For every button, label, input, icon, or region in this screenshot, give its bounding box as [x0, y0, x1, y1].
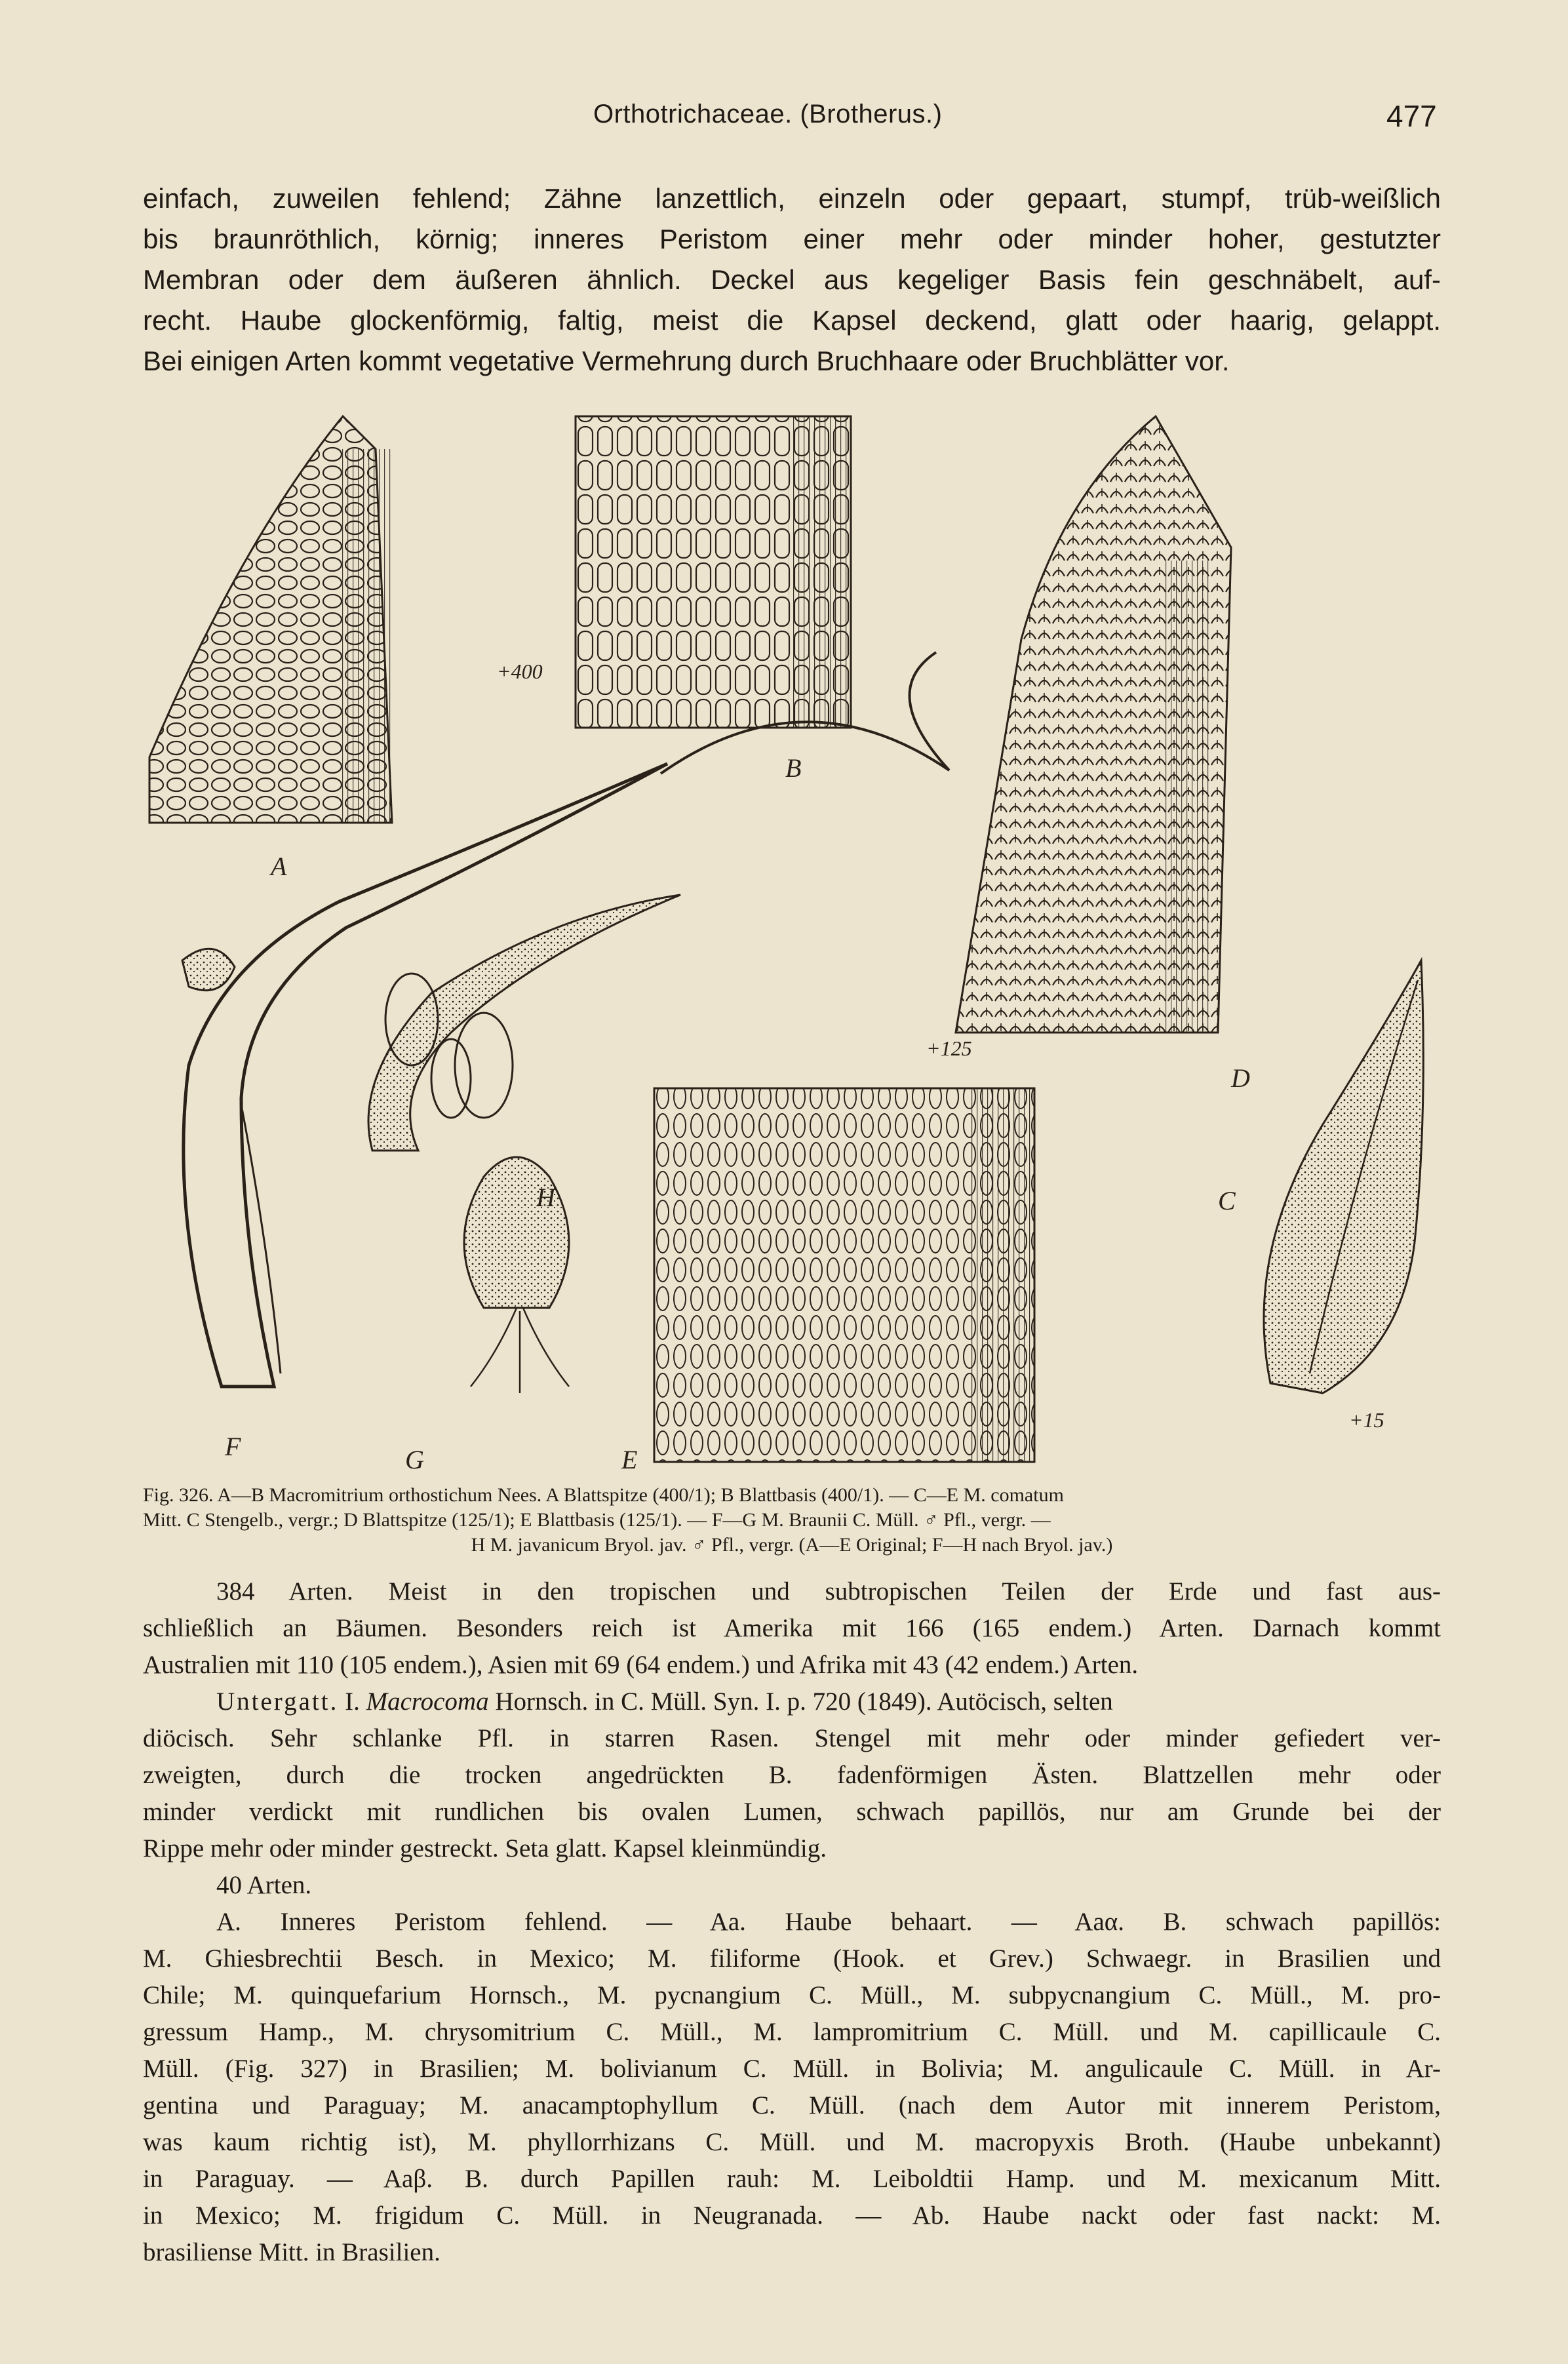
- caption-line: Fig. 326. A—B Macromitrium orthostichum Nees. A Blattspitze (400/1); B Blattbasis (400/1). — C—E M. comatum: [143, 1484, 1064, 1506]
- fig-label-g: G: [405, 1445, 424, 1474]
- text-line: A. Inneres Peristom fehlend. — Aa. Haube behaart. — Aaα. B. schwach papillös:: [216, 1908, 1441, 1936]
- running-header: Orthotrichaceae. (Brotherus.): [593, 100, 943, 128]
- drawing-b-leaf-base: [576, 416, 851, 728]
- text-line: M. Ghiesbrechtii Besch. in Mexico; M. filiforme (Hook. et Grev.) Schwaegr. in Brasilien und: [143, 1944, 1441, 1973]
- drawing-h-plant: [368, 895, 680, 1151]
- genus-name: Macrocoma: [366, 1687, 489, 1716]
- intro-paragraph: [143, 178, 1441, 382]
- text-line: diöcisch. Sehr schlanke Pfl. in starren Rasen. Stengel mit mehr oder minder gefiedert ver-: [143, 1724, 1441, 1752]
- fig-label-c: C: [1218, 1186, 1236, 1215]
- magnification-400: +400: [497, 660, 543, 683]
- drawing-d-leaf-apex: [956, 416, 1231, 1033]
- fig-label-d: D: [1231, 1063, 1250, 1093]
- text-line: Bei einigen Arten kommt vegetative Vermehrung durch Bruchhaare oder Bruchblätter vor.: [143, 345, 1230, 376]
- text-line: bis braunröthlich, körnig; inneres Peristom einer mehr oder minder hoher, gestutzter: [143, 224, 1441, 254]
- text-line: Müll. (Fig. 327) in Brasilien; M. bolivianum C. Müll. in Bolivia; M. angulicaule C. Müll. in Ar-: [143, 2055, 1441, 2083]
- subgenus-heading-line: [143, 1684, 1441, 1720]
- fig-label-h: H: [536, 1183, 555, 1212]
- drawing-a-leaf-apex: [149, 416, 392, 823]
- text-line: 40 Arten.: [216, 1871, 312, 1899]
- fig-label-b: B: [785, 753, 802, 783]
- page-number: 477: [1386, 99, 1437, 133]
- text-line: Hornsch. in C. Müll. Syn. I. p. 720 (1849). Autöcisch, selten: [488, 1687, 1113, 1716]
- subgenus-label: Untergatt.: [216, 1687, 339, 1716]
- figure-326-illustration: [143, 390, 1441, 1478]
- text-line: Rippe mehr oder minder gestreckt. Seta glatt. Kapsel kleinmündig.: [143, 1834, 827, 1862]
- drawing-e-leaf-base: [654, 1088, 1034, 1462]
- drawing-c-stem-leaf: [1264, 960, 1423, 1393]
- subgenus-number: I.: [345, 1687, 360, 1716]
- fig-label-a: A: [271, 852, 287, 881]
- main-text: [143, 1573, 1441, 2271]
- text-line: einfach, zuweilen fehlend; Zähne lanzettlich, einzeln oder gepaart, stumpf, trüb-weißlich: [143, 183, 1441, 214]
- text-line: minder verdickt mit rundlichen bis ovalen Lumen, schwach papillös, nur am Grunde bei der: [143, 1798, 1441, 1826]
- text-line: brasiliense Mitt. in Brasilien.: [143, 2238, 441, 2266]
- text-line: 384 Arten. Meist in den tropischen und subtropischen Teilen der Erde und fast aus-: [216, 1577, 1441, 1606]
- figure-plate: [143, 390, 1441, 1478]
- fig-label-f: F: [225, 1432, 241, 1461]
- text-line: zweigten, durch die trocken angedrückten B. fadenförmigen Ästen. Blattzellen mehr oder: [143, 1761, 1441, 1789]
- fig-label-e: E: [621, 1445, 638, 1474]
- text-line: Membran oder dem äußeren ähnlich. Deckel aus kegeliger Basis fein geschnäbelt, auf-: [143, 264, 1441, 295]
- text-line: Australien mit 110 (105 endem.), Asien mit 69 (64 endem.) und Afrika mit 43 (42 endem.) Arten.: [143, 1651, 1139, 1679]
- text-line: in Paraguay. — Aaβ. B. durch Papillen rauh: M. Leiboldtii Hamp. und M. mexicanum Mitt.: [143, 2165, 1441, 2193]
- caption-line: H M. javanicum Bryol. jav. ♂ Pfl., vergr. (A—E Original; F—H nach Bryol. jav.): [471, 1534, 1113, 1556]
- text-line: gentina und Paraguay; M. anacamptophyllum C. Müll. (nach dem Autor mit innerem Peristom,: [143, 2091, 1441, 2119]
- caption-line: Mitt. C Stengelb., vergr.; D Blattspitze (125/1); E Blattbasis (125/1). — F—G M. Braunii C. Müll. ♂ Pfl., vergr. —: [143, 1509, 1051, 1531]
- magnification-15: +15: [1349, 1408, 1384, 1432]
- text-line: schließlich an Bäumen. Besonders reich ist Amerika mit 166 (165 endem.) Arten. Darnach kommt: [143, 1614, 1441, 1642]
- text-line: recht. Haube glockenförmig, faltig, meist die Kapsel deckend, glatt oder haarig, gelappt.: [143, 305, 1441, 336]
- text-line: in Mexico; M. frigidum C. Müll. in Neugranada. — Ab. Haube nackt oder fast nackt: M.: [143, 2201, 1441, 2230]
- text-line: was kaum richtig ist), M. phyllorrhizans C. Müll. und M. macropyxis Broth. (Haube unbekannt): [143, 2128, 1441, 2156]
- figure-caption: [143, 1483, 1441, 1558]
- magnification-125: +125: [926, 1036, 972, 1060]
- text-line: Chile; M. quinquefarium Hornsch., M. pycnangium C. Müll., M. subpycnangium C. Müll., M. pro-: [143, 1981, 1441, 2009]
- text-line: gressum Hamp., M. chrysomitrium C. Müll., M. lampromitrium C. Müll. und M. capillicaule C.: [143, 2018, 1441, 2046]
